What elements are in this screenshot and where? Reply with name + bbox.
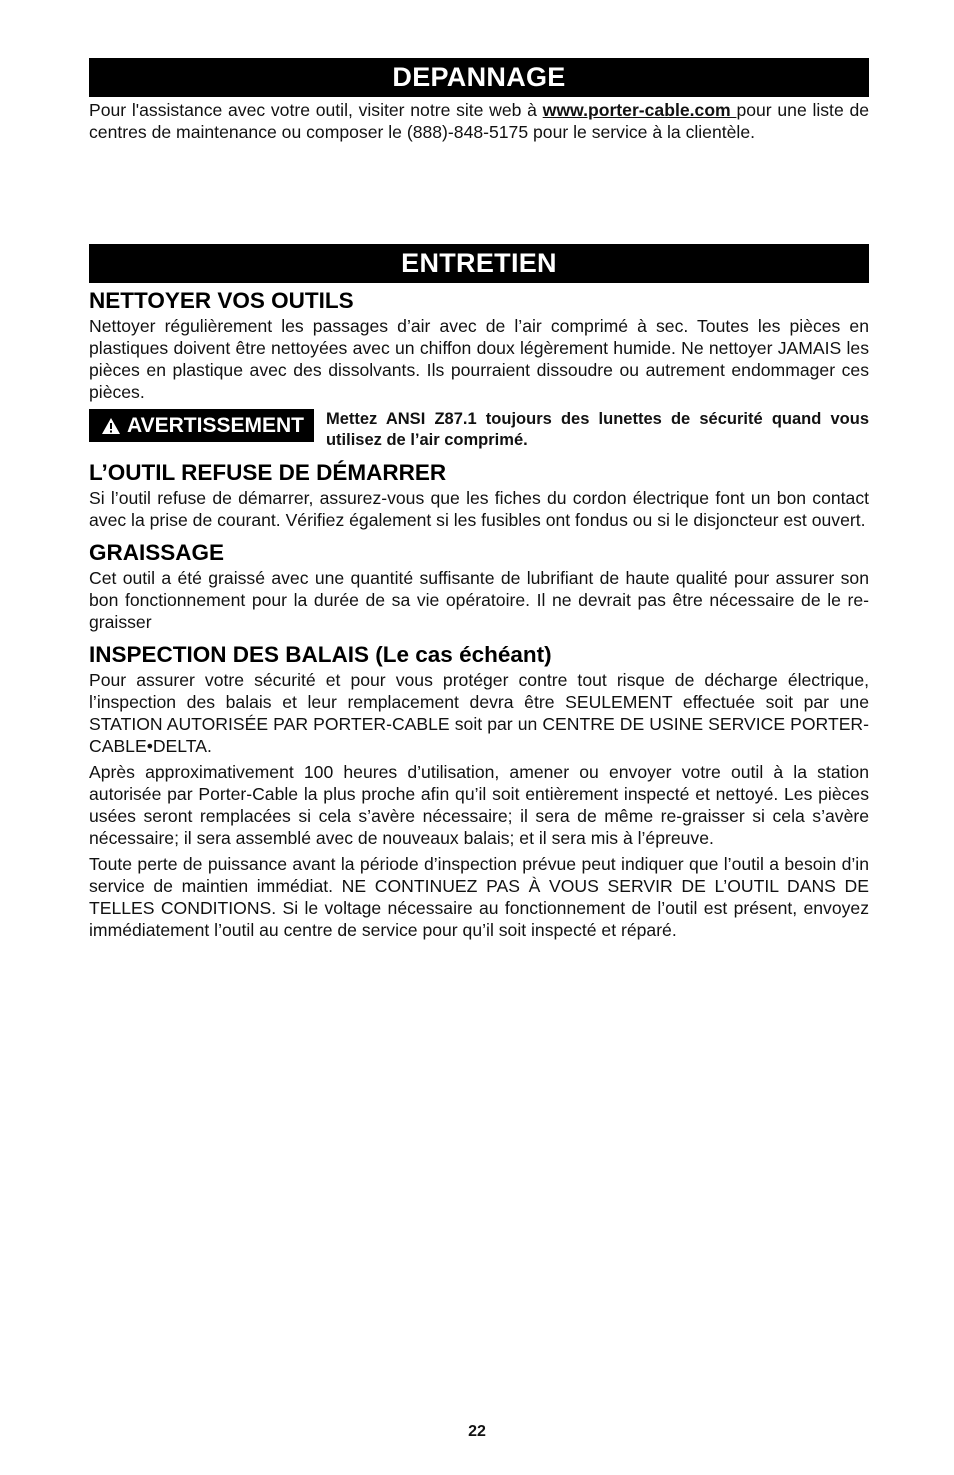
section-title-entretien: ENTRETIEN — [89, 244, 869, 283]
warning-badge — [89, 409, 314, 442]
heading-refuse: L’OUTIL REFUSE DE DÉMARRER — [89, 460, 447, 485]
graissage-text: Cet outil a été graissé avec une quantité suffisante de lubrifiant de haute qualité pour assurer son bon fonctionnement pour la durée de sa vie opératoire. Il ne devrait pas être nécessaire de le re-graisser — [89, 568, 869, 632]
section-spacer — [89, 143, 869, 244]
refuse-text: Si l’outil refuse de démarrer, assurez-vous que les fiches du cordon électrique font un bon contact avec la prise de courant. Vérifiez également si les fusibles ont fondus ou si le disjoncteur est ouvert. — [89, 488, 869, 530]
inspection-paragraph-1: Pour assurer votre sécurité et pour vous protéger contre tout risque de décharge électrique, l’inspection des balais et leur remplacement devra être SEULEMENT effectuée soit par une STATION AUTORISÉE PAR PORTER-CABLE soit par un CENTRE DE USINE SERVICE PORTER-CABLE•DELTA. — [89, 670, 869, 756]
warning-label: AVERTISSEMENT — [127, 414, 304, 437]
depannage-intro — [89, 99, 869, 143]
inspection-paragraph-2: Après approximativement 100 heures d’utilisation, amener ou envoyer votre outil à la station autorisée par Porter-Cable la plus proche afin qu’il soit entièrement inspecté et nettoyé. Les pièces usées seront remplacées si cela s’avère nécessaire; il sera de même re-graisser si cela s’avère nécessaire; il sera assemblé avec de nouveaux balais; et il sera mis à l’épreuve. — [89, 762, 869, 848]
warning-block — [89, 409, 869, 451]
intro-text-after-link: pour une liste de centres de maintenance ou composer le (888)-848-5175 pour le service à la clientèle. — [89, 100, 870, 142]
warning-text: Mettez ANSI Z87.1 toujours des lunettes de sécurité quand vous utilisez de l’air comprimé. — [325, 410, 869, 449]
manual-page — [89, 58, 869, 941]
heading-inspection: INSPECTION DES BALAIS (Le cas échéant) — [89, 642, 552, 667]
nettoyer-text: Nettoyer régulièrement les passages d’air avec de l’air comprimé à sec. Toutes les pièces en plastiques doivent être nettoyées avec un chiffon doux légèrement humide. Ne nettoyer JAMAIS les pièces en plastique avec des dissolvants. Ils pourraient dissoudre ou autrement endommager ces pièces. — [89, 316, 869, 402]
section-title-depannage: DEPANNAGE — [89, 58, 869, 97]
warning-triangle-icon — [101, 417, 121, 435]
inspection-paragraph-3: Toute perte de puissance avant la période d’inspection prévue peut indiquer que l’outil a besoin d’in service de maintien immédiat. NE CONTINUEZ PAS À VOUS SERVIR DE L’OUTIL DANS DE TELLES CONDITIONS. Si le voltage nécessaire au fonctionnement de l’outil est présent, envoyez immédiatement l’outil au centre de service pour qu’il soit inspecté et réparé. — [89, 854, 869, 940]
website-link[interactable]: www.porter-cable.com — [542, 100, 737, 120]
heading-nettoyer: NETTOYER VOS OUTILS — [89, 288, 354, 313]
page-number: 22 — [468, 1423, 486, 1440]
heading-graissage: GRAISSAGE — [89, 540, 225, 565]
intro-text-before-link: Pour l'assistance avec votre outil, visiter notre site web à — [89, 100, 543, 120]
